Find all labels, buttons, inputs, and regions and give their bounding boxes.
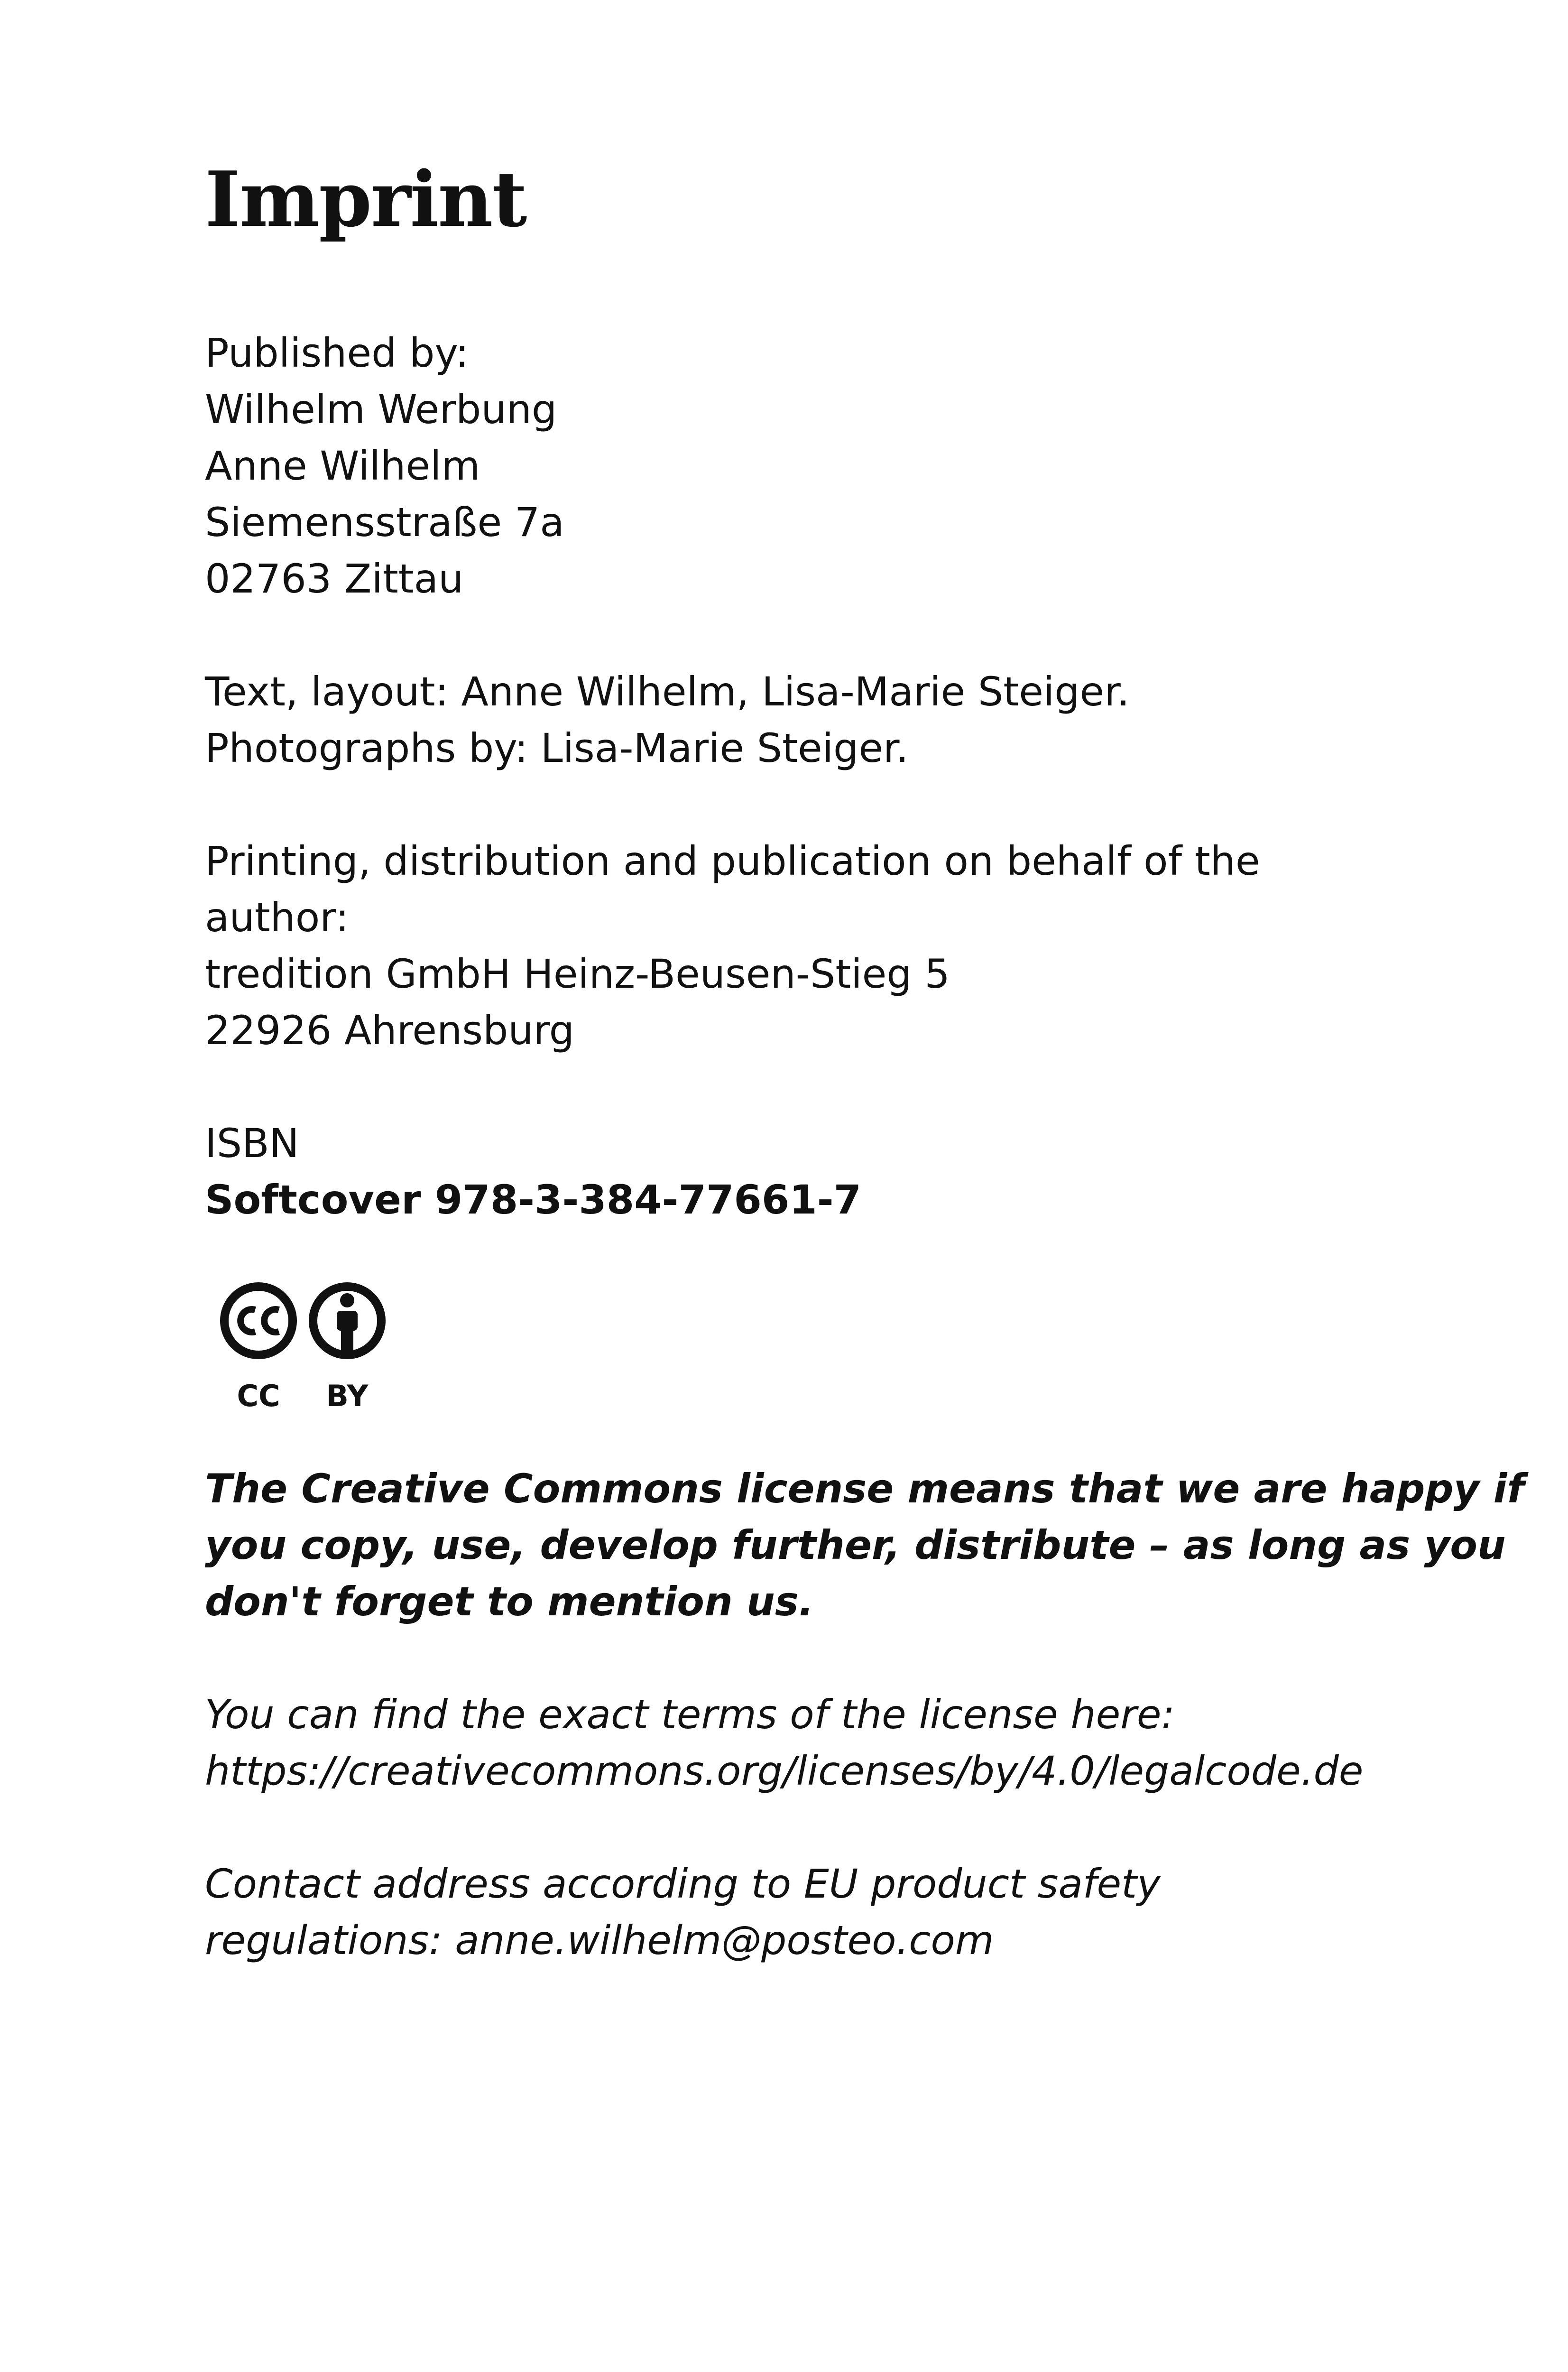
contact-block xyxy=(205,1856,1391,1969)
license-statement-line-3: don't forget to mention us. xyxy=(205,1578,814,1625)
contact-line-1: Contact address according to EU product safety xyxy=(205,1861,1161,1907)
license-terms xyxy=(205,1686,1391,1799)
printing-line-1: Printing, distribution and publication on behalf of the xyxy=(205,838,1260,884)
credits-photographs: Photographs by: Lisa-Marie Steiger. xyxy=(205,725,909,771)
license-terms-line-1: You can find the exact terms of the license here: xyxy=(205,1691,1175,1738)
cc-circle-icon xyxy=(224,1287,293,1355)
page-title: Imprint xyxy=(205,155,526,244)
license-terms-url[interactable]: https://creativecommons.org/licenses/by/4.0/legalcode.de xyxy=(205,1748,1364,1794)
printing-block xyxy=(205,833,1391,1059)
printing-line-4: 22926 Ahrensburg xyxy=(205,1007,574,1054)
credits-text-layout: Text, layout: Anne Wilhelm, Lisa-Marie Steiger. xyxy=(205,668,1130,715)
license-statement xyxy=(205,1461,1524,1630)
license-statement-line-1: The Creative Commons license means that we are happy if xyxy=(205,1465,1524,1512)
publisher-name: Wilhelm Werbung xyxy=(205,386,557,433)
publisher-street: Siemensstraße 7a xyxy=(205,499,564,546)
license-statement-line-2: you copy, use, develop further, distribute – as long as you xyxy=(205,1522,1506,1568)
publisher-label: Published by: xyxy=(205,330,469,376)
publisher-block xyxy=(205,325,1391,607)
publisher-city: 02763 Zittau xyxy=(205,556,464,602)
isbn-label: ISBN xyxy=(205,1120,299,1167)
contact-email[interactable]: regulations: anne.wilhelm@posteo.com xyxy=(205,1917,994,1964)
printing-line-3: tredition GmbH Heinz-Beusen-Stieg 5 xyxy=(205,951,950,997)
isbn-softcover: Softcover 978-3-384-77661-7 xyxy=(205,1177,862,1223)
cc-label: CC xyxy=(237,1379,280,1413)
by-label: BY xyxy=(326,1379,369,1413)
creative-commons-by-icon xyxy=(218,1276,389,1418)
imprint-page xyxy=(205,155,1524,2025)
printing-line-2: author: xyxy=(205,894,349,941)
isbn-block xyxy=(205,1115,1391,1228)
credits-block xyxy=(205,664,1391,777)
publisher-person: Anne Wilhelm xyxy=(205,443,480,489)
